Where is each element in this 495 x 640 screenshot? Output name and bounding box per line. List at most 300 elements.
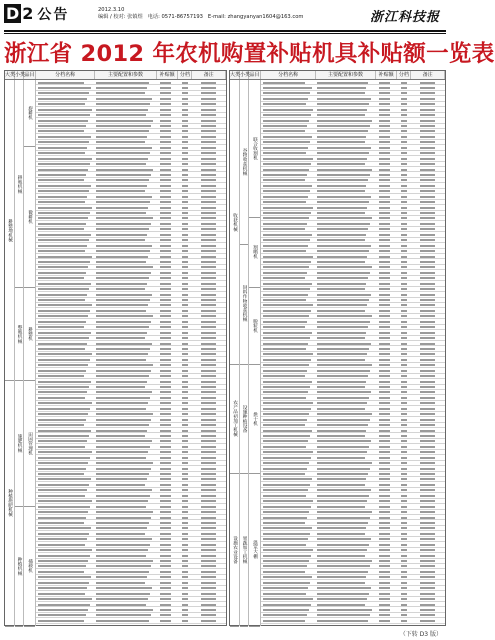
cell-text-line [420,359,435,361]
cell-text-line [160,609,172,611]
cell-text-line [201,343,216,345]
category-cell: 耕整地机械 [5,80,14,381]
category-cell: 耕整机 [24,287,35,381]
cell-text-line [317,114,366,116]
cell-text-line [38,408,90,410]
cell-text-line [38,598,92,600]
cell-text-line [160,424,172,426]
cell-text-line [420,451,435,453]
cell-text-line [96,565,152,567]
cell-text-line [38,98,87,100]
cell-text-line [160,337,172,339]
cell-text-line [160,440,172,442]
cell-text-line [38,549,92,551]
cell-text-line [420,250,435,252]
cell-text-line [96,185,148,187]
cell-text-line [263,147,308,149]
cell-text-line [263,169,309,171]
cell-text-line [379,402,391,404]
cell-text-line [379,272,391,274]
cell-text-line [420,484,435,486]
cell-text-line [96,283,148,285]
cell-text-line [263,228,305,230]
cell-text-line [201,408,216,410]
cell-text-line [420,337,435,339]
cell-text-line [201,598,216,600]
cell-text-line [201,381,216,383]
cell-text-line [38,190,89,192]
cell-text-line [379,136,391,138]
cell-text-line [160,98,172,100]
category-cell: 脱粒机 [249,287,260,364]
cell-text-line [317,201,370,203]
cell-text-line [96,288,146,290]
cell-text-line [96,321,152,323]
category-cell: 果蔬加工机械 [240,473,248,627]
cell-text-line [379,609,391,611]
cell-text-line [201,402,216,404]
cell-text-line [379,266,391,268]
cell-text-line [38,136,91,138]
cell-text-line [96,299,151,301]
top-rule [4,30,446,32]
cell-text-line [379,353,391,355]
cell-text-line [379,593,391,595]
cell-text-line [317,511,373,513]
cell-text-line [263,370,307,372]
cell-text-line [201,337,216,339]
cell-text-line [96,462,154,464]
cell-text-line [201,517,216,519]
cell-text-line [317,304,368,306]
cell-text-line [201,109,216,111]
cell-text-line [96,92,146,94]
cell-text-line [96,473,150,475]
cell-text-line [420,370,435,372]
cell-text-line [317,381,367,383]
cell-text-line [379,250,391,252]
cell-text-line [420,397,435,399]
category-cell: 谷物收获机械 [240,80,248,245]
cell-text-line [160,478,172,480]
cell-text-line [379,538,391,540]
cell-text-line [420,571,435,573]
cell-text-line [379,576,391,578]
category-columns [5,80,36,626]
cell-text-line [201,185,216,187]
cell-text-line [201,614,216,616]
cell-text-line [160,517,172,519]
cell-text-line [263,375,305,377]
cell-text-line [317,593,370,595]
cell-text-line [96,332,148,334]
cell-text-line [201,169,216,171]
cell-text-line [263,397,306,399]
cell-text-line [38,386,89,388]
cell-text-line [201,261,216,263]
cell-text-line [160,201,172,203]
cell-text-line [263,571,305,573]
cell-text-line [317,141,365,143]
cell-text-line [160,277,172,279]
cell-text-line [420,196,435,198]
cell-text-line [160,304,172,306]
cell-text-line [379,326,391,328]
cell-text-line [379,386,391,388]
cell-text-line [317,82,369,84]
category-cell: 田园管理机 [24,380,35,507]
cell-text-line [263,92,310,94]
header-cell: 大类 [230,72,241,78]
cell-text-line [263,321,307,323]
cell-text-line [201,82,216,84]
cell-text-line [96,179,150,181]
cell-text-line [379,304,391,306]
cell-text-line [38,473,84,475]
cell-text-line [317,179,369,181]
cell-text-line [160,190,172,192]
cell-text-line [38,250,85,252]
header-cell: 补贴额 [376,71,398,79]
cell-text-line [201,620,216,622]
cell-text-line [38,538,87,540]
cell-text-line [38,489,87,491]
cell-text-line [160,256,172,258]
cell-text-line [263,544,306,546]
cell-text-line [38,582,89,584]
cell-text-line [317,245,372,247]
cell-text-line [317,544,370,546]
cell-text-line [379,98,391,100]
cell-text-line [317,288,365,290]
cell-text-line [160,332,172,334]
category-cell: 微耕机 [24,146,35,289]
cell-text-line [201,391,216,393]
cell-text-line [379,332,391,334]
cell-text-line [317,560,373,562]
cell-text-line [379,201,391,203]
cell-text-line [263,359,311,361]
cell-text-line [96,408,147,410]
cell-text-line [201,370,216,372]
cell-text-line [379,565,391,567]
cell-text-line [263,288,310,290]
cell-text-line [420,478,435,480]
cell-text-line [379,440,391,442]
cell-text-line [379,511,391,513]
cell-text-line [96,190,146,192]
cell-text-line [160,272,172,274]
cell-text-line [38,478,91,480]
cell-text-line [96,169,154,171]
cell-text-line [420,565,435,567]
cell-text-line [317,506,366,508]
header-cell: 分档 [397,71,411,79]
cell-text-line [420,582,435,584]
cell-text-line [38,261,90,263]
newspaper-logo: 浙江科技报 [369,10,440,25]
cell-text-line [38,457,90,459]
cell-text-line [38,517,86,519]
cell-text-line [38,533,89,535]
header-cell: 备注 [411,71,445,79]
cell-text-line [38,593,85,595]
cell-text-line [379,179,391,181]
cell-text-line [317,391,372,393]
cell-text-line [201,397,216,399]
cell-text-line [160,370,172,372]
cell-text-line [263,250,306,252]
cell-text-line [160,473,172,475]
header-cell: 主要配置和参数 [95,71,156,79]
cell-text-line [263,533,310,535]
left-table-body [5,80,226,626]
cell-text-line [317,522,369,524]
cell-text-line [38,391,87,393]
cell-text-line [420,288,435,290]
cell-text-line [38,315,88,317]
cell-text-line [96,82,150,84]
cell-text-line [38,587,87,589]
cell-text-line [263,413,309,415]
cell-text-line [317,239,365,241]
cell-text-line [379,381,391,383]
cell-text-line [317,527,367,529]
cell-text-line [420,141,435,143]
cell-text-line [317,571,369,573]
cell-text-line [201,130,216,132]
cell-text-line [96,430,148,432]
cell-text-line [38,544,85,546]
cell-text-line [263,478,312,480]
cell-text-line [263,462,309,464]
cell-text-line [96,261,147,263]
cell-text-line [263,620,305,622]
cell-text-line [420,517,435,519]
cell-text-line [263,310,311,312]
cell-text-line [160,239,172,241]
cell-text-line [201,207,216,209]
cell-text-line [263,130,305,132]
cell-text-line [317,576,367,578]
cell-text-line [420,217,435,219]
cell-text-line [38,228,84,230]
cell-text-line [96,337,146,339]
cell-text-line [379,462,391,464]
cell-text-line [160,468,172,470]
cell-text-line [263,299,306,301]
cell-text-line [420,408,435,410]
cell-text-line [420,413,435,415]
cell-text-line [160,555,172,557]
cell-text-line [201,223,216,225]
cell-text-line [201,196,216,198]
cell-text-line [96,266,154,268]
cell-text-line [160,538,172,540]
cell-text-line [379,114,391,116]
cell-text-line [160,604,172,606]
cell-text-line [38,555,90,557]
cell-text-line [263,337,310,339]
cell-text-line [38,321,86,323]
section-title: 公告 [37,7,70,23]
cell-text-line [96,402,149,404]
cell-text-line [201,604,216,606]
cell-text-line [317,147,372,149]
cell-text-line [201,277,216,279]
cell-text-line [420,158,435,160]
category-cell: 旋耕机 [24,80,35,147]
cell-text-line [317,446,370,448]
cell-text-line [420,261,435,263]
cell-text-line [38,212,90,214]
cell-text-line [96,87,148,89]
cell-text-line [420,555,435,557]
cell-text-line [201,533,216,535]
cell-text-line [420,87,435,89]
cell-text-line [96,484,146,486]
cell-text-line [38,495,85,497]
cell-text-line [420,332,435,334]
cell-text-line [263,196,308,198]
cell-text-line [263,549,313,551]
cell-text-line [160,92,172,94]
cell-text-line [201,163,216,165]
cell-text-line [263,555,311,557]
cell-text-line [379,223,391,225]
cell-text-line [96,277,150,279]
cell-text-line [38,272,86,274]
header-cell: 分档名称 [36,71,95,79]
cell-text-line [379,277,391,279]
cell-text-line [201,114,216,116]
cell-text-line [96,386,146,388]
cell-text-line [420,419,435,421]
cell-text-line [379,517,391,519]
cell-text-line [38,576,91,578]
cell-text-line [263,179,305,181]
cell-text-line [38,359,90,361]
cell-text-line [38,266,88,268]
category-cell: 饲料作物收获机械 [240,244,248,365]
cell-text-line [201,555,216,557]
cell-text-line [420,402,435,404]
cell-text-line [160,413,172,415]
cell-text-line [38,256,92,258]
cell-text-line [379,228,391,230]
cell-text-line [379,430,391,432]
email: E-mail: zhangyanyan1604@163.com [207,14,304,20]
cell-text-line [379,364,391,366]
cell-text-line [420,538,435,540]
cell-text-line [38,92,89,94]
cell-text-line [201,364,216,366]
cell-text-line [38,462,88,464]
cell-text-line [317,217,373,219]
cell-text-line [38,370,86,372]
cell-text-line [160,310,172,312]
cell-text-line [160,158,172,160]
cell-text-line [379,147,391,149]
cell-text-line [379,620,391,622]
cell-text-line [201,576,216,578]
cell-text-line [379,375,391,377]
cell-text-line [420,277,435,279]
cell-text-line [38,430,91,432]
cell-text-line [38,364,88,366]
cell-text-line [420,152,435,154]
cell-text-line [263,593,306,595]
cell-text-line [201,147,216,149]
cell-text-line [201,457,216,459]
cell-text-line [96,310,147,312]
cell-text-line [263,239,310,241]
cell-text-line [160,120,172,122]
cell-text-line [420,190,435,192]
cell-text-line [317,495,370,497]
cell-text-line [263,234,312,236]
editor-line: 编辑 / 校对: 张镇煜 [98,14,143,20]
cell-text-line [201,609,216,611]
cell-text-line [317,234,367,236]
cell-text-line [317,163,366,165]
category-column [230,80,240,626]
cell-text-line [96,593,151,595]
cell-text-line [96,511,154,513]
cell-text-line [160,261,172,263]
table-rows [261,80,445,626]
cell-text-line [160,484,172,486]
cell-text-line [160,587,172,589]
cell-text-line [38,604,90,606]
left-table-header [5,71,226,80]
cell-text-line [96,120,154,122]
cell-text-line [96,147,153,149]
cell-text-line [263,614,307,616]
cell-text-line [420,560,435,562]
cell-text-line [160,228,172,230]
cell-text-line [38,435,89,437]
cell-text-line [160,576,172,578]
cell-text-line [201,484,216,486]
cell-text-line [420,256,435,258]
cell-text-line [420,299,435,301]
cell-text-line [317,120,373,122]
cell-text-line [420,326,435,328]
category-column [24,80,36,626]
cell-text-line [263,500,313,502]
cell-text-line [38,337,89,339]
cell-text-line [317,462,373,464]
cell-text-line [379,506,391,508]
cell-text-line [420,174,435,176]
cell-text-line [160,381,172,383]
header-cell: 品目 [249,72,260,78]
cell-text-line [420,462,435,464]
cell-text-line [160,549,172,551]
cell-text-line [96,424,150,426]
cell-text-line [160,299,172,301]
cell-text-line [379,604,391,606]
cell-text-line [263,283,312,285]
cell-text-line [96,158,149,160]
cell-text-line [38,239,89,241]
cell-text-line [201,544,216,546]
cell-text-line [201,158,216,160]
cell-text-line [420,440,435,442]
cell-text-line [160,391,172,393]
cell-text-line [201,359,216,361]
